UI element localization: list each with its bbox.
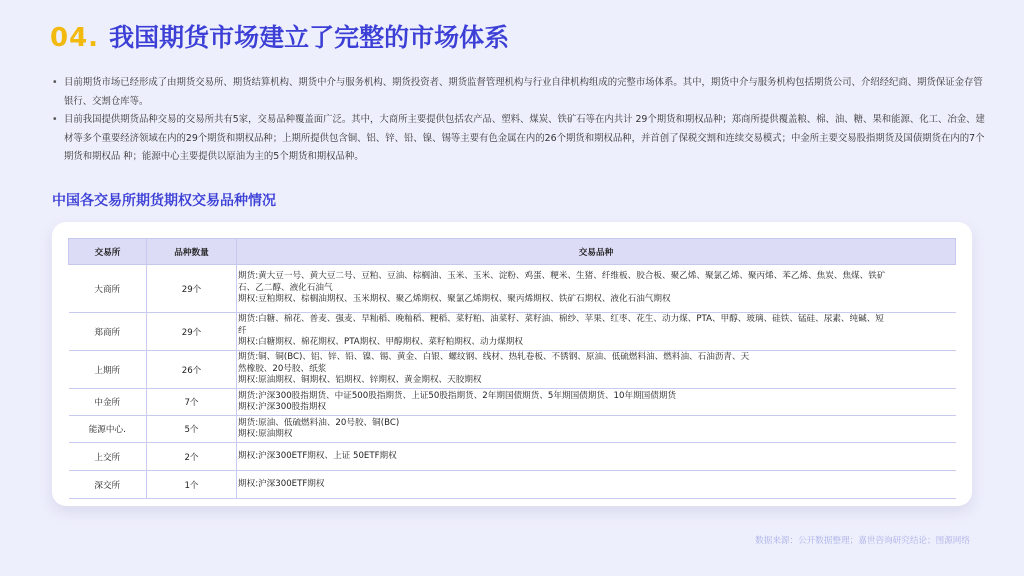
cell-products — [237, 265, 956, 313]
product-line: 期权:原油期权、铜期权、铝期权、锌期权、黄金期权、天胶期权 — [238, 375, 482, 386]
table-row — [69, 389, 956, 416]
product-line: 然橡胶、20号胶、纸浆 — [238, 363, 327, 374]
title-text: 我国期货市场建立了完整的市场体系 — [109, 23, 510, 52]
table-card — [52, 222, 972, 506]
cell-products — [237, 389, 956, 416]
bullet-paragraph: • 目前期货市场已经形成了由期货交易所、期货结算机构、期货中介与服务机构、期货投资者、期货监督管理机构与行业自律机构组成的完整市场体系。其中，期货中介与服务机构包括期货公司、介绍经纪商、期货保证金存管银行、交割仓库等。 — [50, 74, 985, 111]
cell-count: 1个 — [147, 471, 237, 499]
cell-exchange: 大商所 — [69, 265, 147, 313]
header-exchange: 交易所 — [69, 239, 147, 265]
table-row — [69, 351, 956, 389]
product-line: 期权:沪深300ETF期权 — [238, 478, 325, 489]
cell-exchange: 能源中心. — [69, 416, 147, 443]
table-row — [69, 471, 956, 499]
cell-count: 26个 — [147, 351, 237, 389]
bullet-paragraph: • 目前我国提供期货品种交易的交易所共有5家，交易品种覆盖面广泛。其中，大商所主要提供包括农产品、塑料、煤炭、铁矿石等在内共计 29个期货和期权品种；郑商所提供覆盖粮、棉、油、糖、果和能源、化工、冶金、建材等多个重要经济领域在内的29个期货和期权品种；上期所提供包含铜、铝、锌、铅、镍、锡等主要有色金属在内的26个期货和期权品种，并首创了保税交割和连续交易模式；中金所主要交易股指期货及国债期货在内的7个期货和期权品 种；能源中心主要提供以原油为主的5个期货和期权品种。 — [50, 111, 985, 167]
table-row — [69, 416, 956, 443]
cell-exchange: 上期所 — [69, 351, 147, 389]
cell-exchange: 上交所 — [69, 443, 147, 471]
product-line: 期权:沪深300股指期权 — [238, 402, 327, 412]
cell-count: 29个 — [147, 265, 237, 313]
product-line: 期权:沪深300ETF期权、上证 50ETF期权 — [238, 450, 397, 461]
cell-exchange: 郑商所 — [69, 313, 147, 351]
cell-count: 2个 — [147, 443, 237, 471]
product-line: 期权:豆粕期权、棕榈油期权、玉米期权、聚乙烯期权、聚氯乙烯期权、聚丙烯期权、铁矿石期权、液化石油气期权 — [238, 294, 671, 305]
product-line: 期权:白糖期权、棉花期权、PTA期权、甲醇期权、菜籽粕期权、动力煤期权 — [238, 337, 523, 348]
header-products: 交易品种 — [237, 239, 956, 265]
table-row — [69, 313, 956, 351]
cell-products — [237, 313, 956, 351]
page-title — [50, 18, 509, 54]
product-line: 期货:原油、低硫燃料油、20号胶、铜(BC) — [238, 417, 400, 428]
product-line: 期权:原油期权 — [238, 429, 293, 439]
data-source-note: 数据来源：公开数据整理；嘉世咨询研究结论；图源网络 — [755, 536, 970, 546]
section-number: 04. — [50, 23, 100, 53]
header-count: 品种数量 — [147, 239, 237, 265]
table-row — [69, 265, 956, 313]
section-title: 中国各交易所期货期权交易品种情况 — [52, 193, 276, 209]
cell-count: 29个 — [147, 313, 237, 351]
cell-products — [237, 351, 956, 389]
product-line: 纤 — [238, 325, 247, 336]
table-body — [69, 265, 956, 499]
product-line: 期货:铜、铜(BC)、铝、锌、铅、镍、锡、黄金、白银、螺纹钢、线材、热轧卷板、不锈钢、原油、低硫燃料油、燃料油、石油沥青、天 — [238, 352, 750, 363]
cell-exchange: 中金所 — [69, 389, 147, 416]
table-header-row — [69, 239, 956, 265]
cell-products — [237, 471, 956, 499]
cell-exchange: 深交所 — [69, 471, 147, 499]
product-line: 期货:黄大豆一号、黄大豆二号、豆粕、豆油、棕榈油、玉米、玉米、淀粉、鸡蛋、粳米、生猪、纤维板、胶合板、聚乙烯、聚氯乙烯、聚丙烯、苯乙烯、焦炭、焦煤、铁矿 — [238, 271, 886, 282]
cell-count: 7个 — [147, 389, 237, 416]
cell-products — [237, 416, 956, 443]
bullet-list — [50, 74, 985, 167]
product-line: 期货:沪深300股指期货、中证500股指期货、上证50股指期货、2年期国债期货、5年期国债期货、10年期国债期货 — [238, 390, 677, 401]
product-line: 石、乙二醇、液化石油气 — [238, 282, 333, 293]
exchange-table — [68, 238, 956, 499]
cell-products — [237, 443, 956, 471]
table-row — [69, 443, 956, 471]
product-line: 期货:白糖、棉花、普麦、强麦、早籼稻、晚籼稻、粳稻、菜籽粕、油菜籽、菜籽油、棉纱、苹果、红枣、花生、动力煤、PTA、甲醇、玻璃、硅铁、锰硅、尿素、纯碱、短 — [238, 314, 884, 325]
cell-count: 5个 — [147, 416, 237, 443]
